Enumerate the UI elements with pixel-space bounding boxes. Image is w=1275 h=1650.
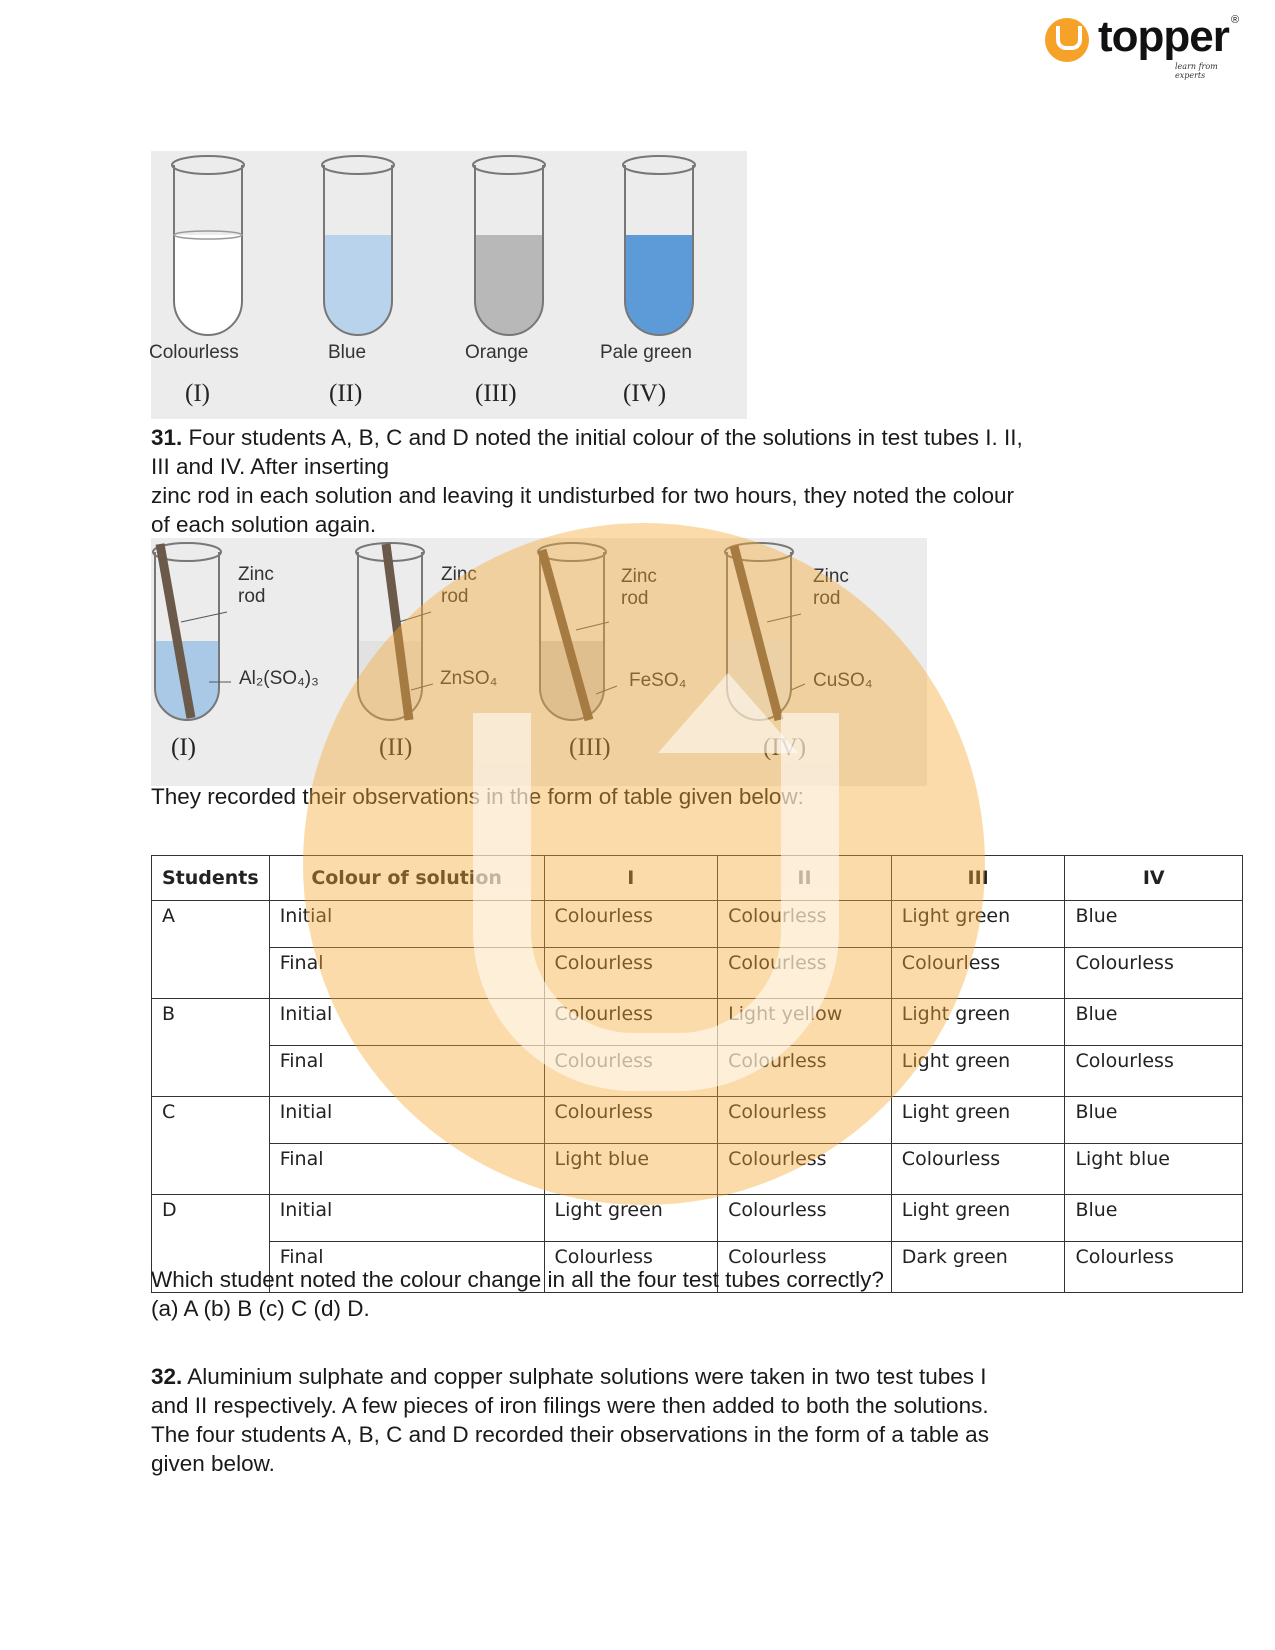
table-cell: Colourless: [718, 1242, 892, 1293]
table-cell: Initial: [269, 901, 544, 948]
table-cell: Final: [269, 1046, 544, 1097]
header-iii: III: [891, 856, 1065, 901]
student-cell: D: [152, 1195, 270, 1293]
table-cell: Blue: [1065, 999, 1243, 1046]
table-cell: Colourless: [544, 1046, 718, 1097]
table-cell: Colourless: [891, 1144, 1065, 1195]
logo-text: topper: [1098, 12, 1229, 61]
tube-1-illustration: [172, 156, 244, 335]
tube-4-colour: Pale green: [600, 342, 692, 363]
q32-line-2: and II respectively. A few pieces of iron filings were then added to both the solutions.: [151, 1393, 989, 1418]
table-cell: Colourless: [718, 901, 892, 948]
registered-mark: ®: [1231, 14, 1240, 26]
table-cell: Blue: [1065, 901, 1243, 948]
q32-line-1: Aluminium sulphate and copper sulphate solutions were taken in two test tubes I: [187, 1364, 987, 1389]
zinc-tube-2-illustration: [356, 543, 433, 720]
table-row: [152, 901, 1243, 948]
table-cell: Dark green: [891, 1242, 1065, 1293]
q32: [151, 1362, 1131, 1478]
table-cell: Light green: [544, 1195, 718, 1242]
table-cell: Colourless: [891, 948, 1065, 999]
q31-recorded: They recorded their observations in the form of table given below:: [151, 784, 804, 809]
observation-table: [151, 855, 1243, 1293]
table-cell: Initial: [269, 999, 544, 1046]
table-cell: Colourless: [544, 1242, 718, 1293]
table-cell: Light green: [891, 999, 1065, 1046]
test-tubes-illustration: [151, 151, 747, 419]
table-cell: Light green: [891, 1046, 1065, 1097]
student-cell: C: [152, 1097, 270, 1195]
q32-number: 32.: [151, 1364, 183, 1389]
table-cell: Colourless: [544, 999, 718, 1046]
table-cell: Final: [269, 948, 544, 999]
header-i: I: [544, 856, 718, 901]
solution-label-3: FeSO₄: [629, 670, 687, 691]
table-cell: Light blue: [1065, 1144, 1243, 1195]
tube-4-illustration: [623, 156, 695, 335]
table-cell: Colourless: [718, 1046, 892, 1097]
table-cell: Blue: [1065, 1097, 1243, 1144]
table-cell: Colourless: [718, 1195, 892, 1242]
zinc-tube-1-illustration: [153, 543, 231, 720]
table-row: [152, 948, 1243, 999]
table-cell: Colourless: [1065, 1046, 1243, 1097]
solution-label-2: ZnSO₄: [440, 668, 498, 689]
solution-label-4: CuSO₄: [813, 670, 873, 691]
zinc-tube-4-illustration: [725, 543, 805, 720]
student-cell: B: [152, 999, 270, 1097]
q31-number: 31.: [151, 425, 183, 450]
table-cell: Light green: [891, 1097, 1065, 1144]
topper-logo: [1045, 12, 1245, 80]
tube-4-numeral: (IV): [623, 380, 667, 407]
table-row: [152, 1144, 1243, 1195]
q31-line-4: of each solution again.: [151, 512, 377, 537]
header-students: Students: [152, 856, 270, 901]
zinc-label-1: Zinc rod: [238, 564, 274, 607]
table-cell: Colourless: [1065, 1242, 1243, 1293]
logo-u-icon: [1045, 18, 1089, 62]
table-row: [152, 1046, 1243, 1097]
table-cell: Final: [269, 1144, 544, 1195]
header-iv: IV: [1065, 856, 1243, 901]
table-cell: Light green: [891, 1195, 1065, 1242]
table-cell: Colourless: [544, 1097, 718, 1144]
table-cell: Colourless: [718, 1097, 892, 1144]
table-cell: Initial: [269, 1097, 544, 1144]
table-cell: Light green: [891, 901, 1065, 948]
tube-3-illustration: [473, 156, 545, 335]
q31-line-2: III and IV. After inserting: [151, 454, 390, 479]
q31-line-1: Four students A, B, C and D noted the initial colour of the solutions in test tubes I. II,: [188, 425, 1023, 450]
table-cell: Colourless: [718, 1144, 892, 1195]
zinc-tube-2-numeral: (II): [379, 734, 413, 761]
table-cell: Final: [269, 1242, 544, 1293]
tube-3-colour: Orange: [465, 342, 529, 363]
table-cell: Colourless: [718, 948, 892, 999]
table-cell: Blue: [1065, 1195, 1243, 1242]
test-tube-figure-1: [151, 151, 747, 419]
zinc-rod-figure: [151, 538, 927, 786]
q31-line-3: zinc rod in each solution and leaving it undisturbed for two hours, they noted the colour: [151, 483, 1015, 508]
q32-line-4: given below.: [151, 1451, 275, 1476]
q31-question-text: Which student noted the colour change in all the four test tubes correctly?: [151, 1267, 884, 1292]
solution-label-1: Al₂(SO₄)₃: [239, 668, 319, 689]
zinc-tube-4-numeral: (IV): [763, 734, 807, 761]
header-ii: II: [718, 856, 892, 901]
table-row: [152, 999, 1243, 1046]
zinc-label-3: Zinc rod: [621, 566, 657, 609]
table-cell: Colourless: [1065, 948, 1243, 999]
table-row: [152, 1195, 1243, 1242]
zinc-tube-3-illustration: [538, 543, 617, 720]
zinc-label-4: Zinc rod: [813, 566, 849, 609]
table-cell: Colourless: [544, 948, 718, 999]
q31-options: (a) A (b) B (c) C (d) D.: [151, 1296, 370, 1321]
zinc-label-2: Zinc rod: [441, 564, 477, 607]
table-header-row: [152, 856, 1243, 901]
table-row: [152, 1097, 1243, 1144]
tube-1-numeral: (I): [185, 380, 210, 407]
table-cell: Initial: [269, 1195, 544, 1242]
tube-3-numeral: (III): [475, 380, 517, 407]
tube-1-colour: Colourless: [149, 342, 239, 363]
tube-2-illustration: [322, 156, 394, 335]
q31-intro: [151, 423, 1131, 539]
q32-line-3: The four students A, B, C and D recorded their observations in the form of a table as: [151, 1422, 989, 1447]
table-cell: Light blue: [544, 1144, 718, 1195]
table-cell: Colourless: [544, 901, 718, 948]
zinc-tube-1-numeral: (I): [171, 734, 196, 761]
zinc-tube-3-numeral: (III): [569, 734, 611, 761]
tube-2-numeral: (II): [329, 380, 363, 407]
q31-question: [151, 1265, 884, 1323]
student-cell: A: [152, 901, 270, 999]
header-colour: Colour of solution: [269, 856, 544, 901]
logo-tagline: learn from experts: [1175, 62, 1218, 80]
tube-2-colour: Blue: [328, 342, 367, 363]
table-cell: Light yellow: [718, 999, 892, 1046]
